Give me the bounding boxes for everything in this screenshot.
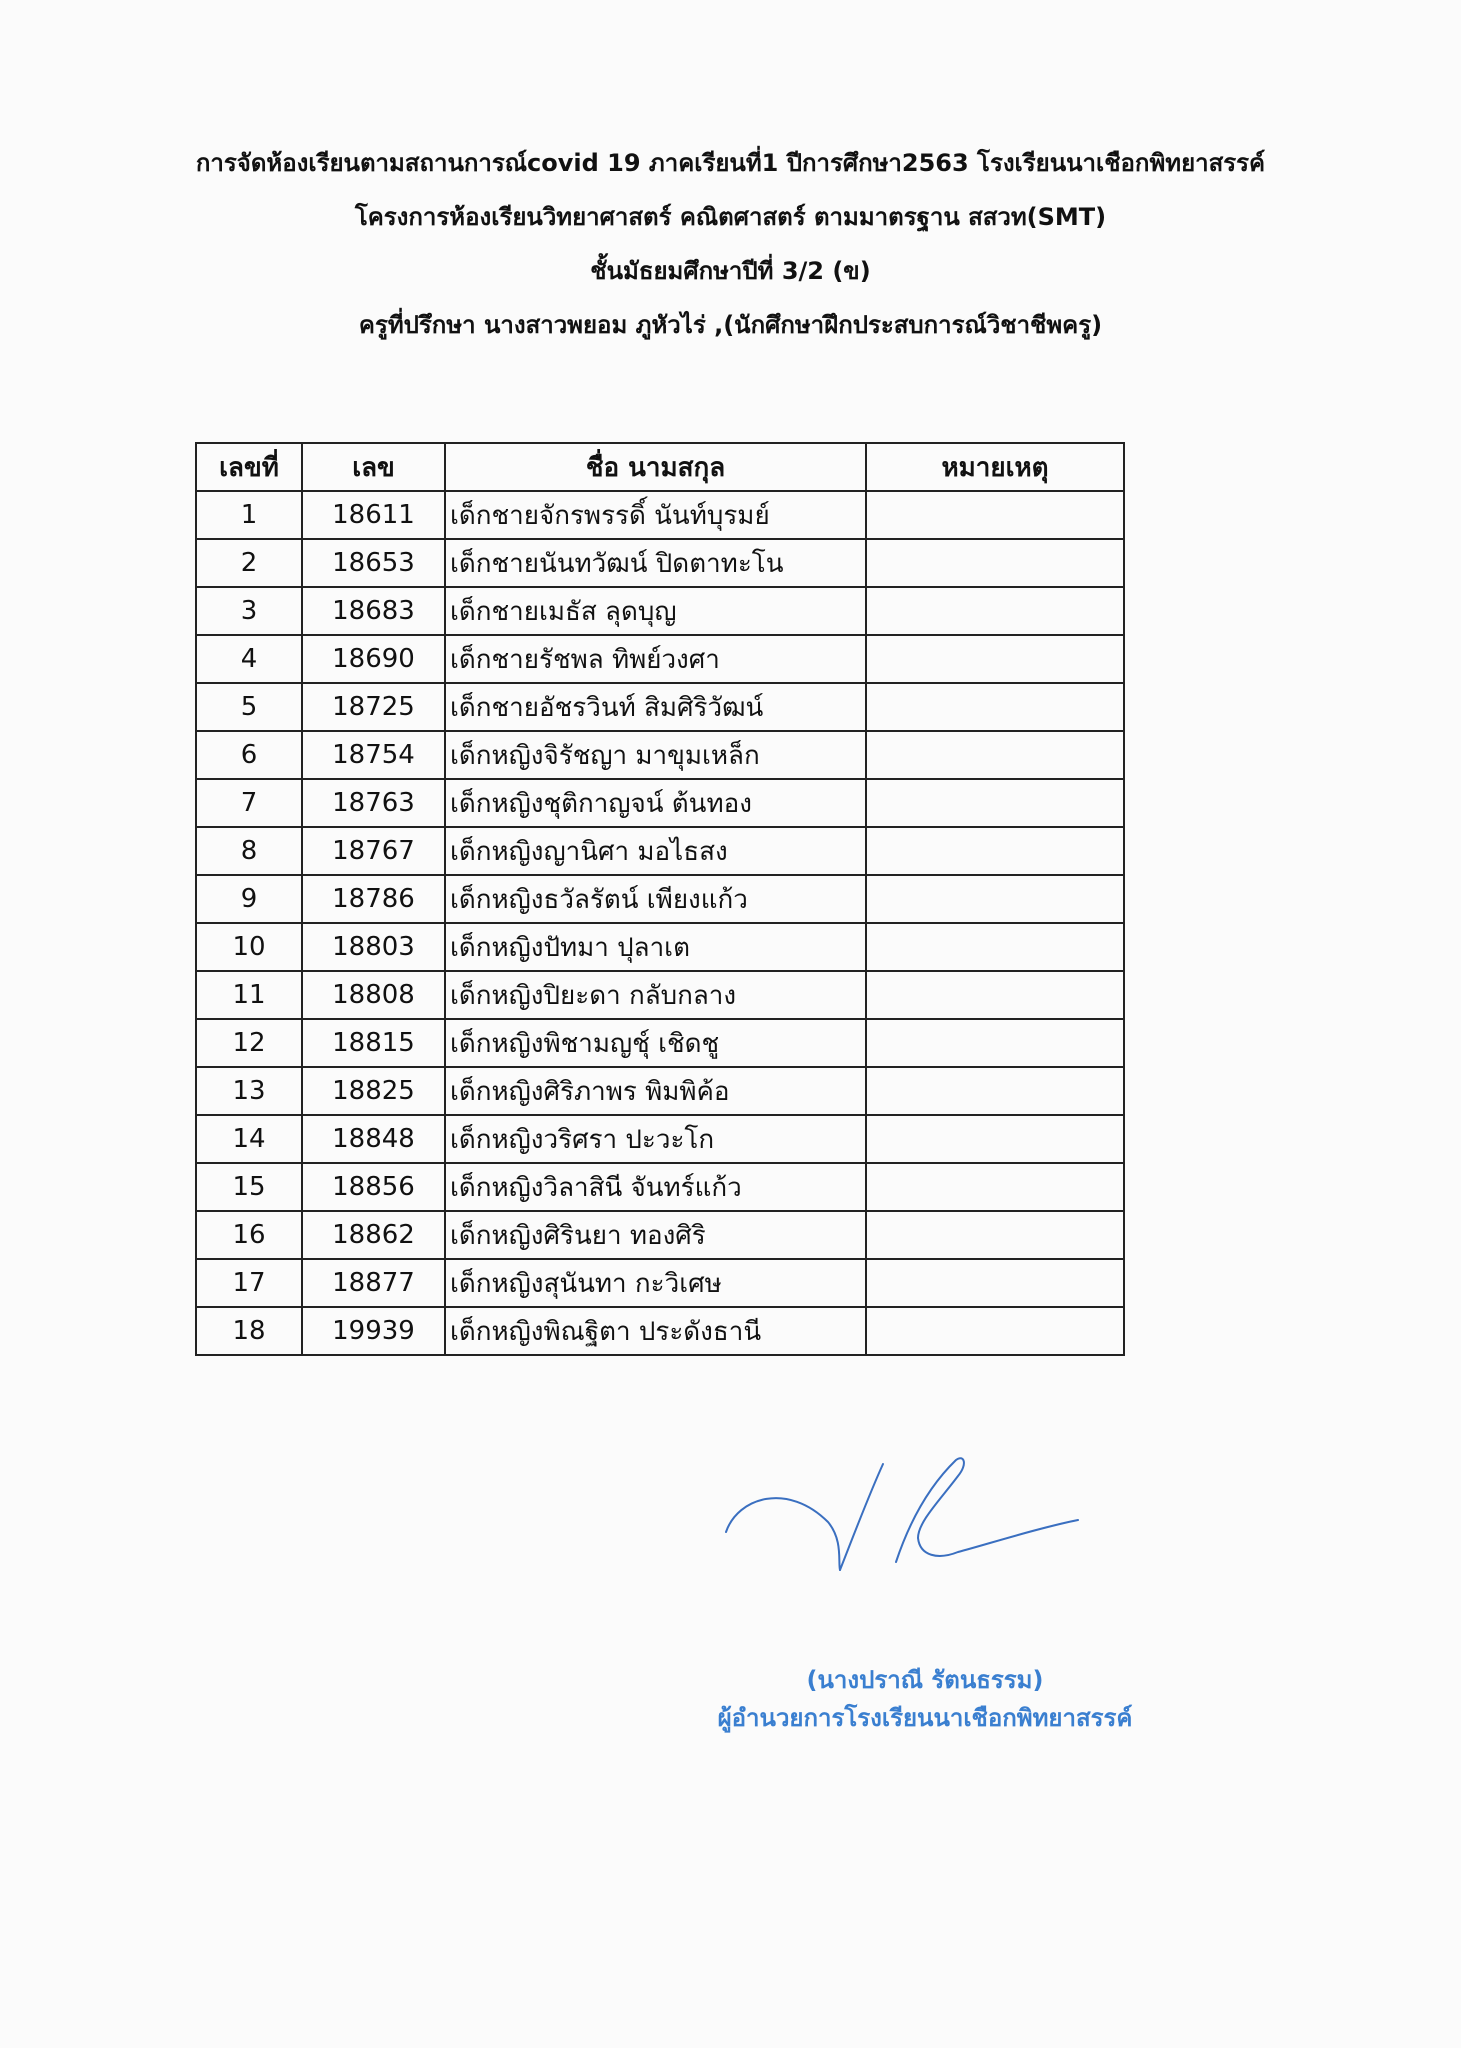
- cell-number: 13: [196, 1067, 302, 1115]
- student-table: [195, 442, 1125, 1356]
- cell-name: เด็กหญิงปัทมา ปุลาเต: [445, 923, 866, 971]
- cell-student-id: 18825: [302, 1067, 445, 1115]
- cell-remark: [866, 875, 1124, 923]
- cell-name: เด็กหญิงศิรินยา ทองศิริ: [445, 1211, 866, 1259]
- cell-name: เด็กชายอัชรวินท์ สิมศิริวัฒน์: [445, 683, 866, 731]
- cell-number: 2: [196, 539, 302, 587]
- cell-name: เด็กหญิงศิริภาพร พิมพิค้อ: [445, 1067, 866, 1115]
- cell-student-id: 18767: [302, 827, 445, 875]
- cell-name: เด็กหญิงวริศรา ปะวะโก: [445, 1115, 866, 1163]
- table-row: [196, 1019, 1124, 1067]
- cell-name: เด็กหญิงสุนันทา กะวิเศษ: [445, 1259, 866, 1307]
- cell-number: 9: [196, 875, 302, 923]
- cell-number: 4: [196, 635, 302, 683]
- cell-remark: [866, 1307, 1124, 1355]
- table-header-row: [196, 443, 1124, 491]
- table-row: [196, 779, 1124, 827]
- table-row: [196, 1115, 1124, 1163]
- cell-name: เด็กชายเมธัส ลุดบุญ: [445, 587, 866, 635]
- cell-number: 5: [196, 683, 302, 731]
- cell-student-id: 18856: [302, 1163, 445, 1211]
- cell-student-id: 18763: [302, 779, 445, 827]
- table-row: [196, 1163, 1124, 1211]
- signer-title: ผู้อำนวยการโรงเรียนนาเชือกพิทยาสรรค์: [717, 1704, 1133, 1732]
- cell-remark: [866, 1019, 1124, 1067]
- table-row: [196, 971, 1124, 1019]
- table-row: [196, 1259, 1124, 1307]
- table-row: [196, 587, 1124, 635]
- cell-name: เด็กชายจักรพรรดิ์ นันท์บุรมย์: [445, 491, 866, 539]
- cell-student-id: 18754: [302, 731, 445, 779]
- cell-remark: [866, 827, 1124, 875]
- cell-number: 3: [196, 587, 302, 635]
- table-row: [196, 683, 1124, 731]
- cell-name: เด็กหญิงจิรัชญา มาขุมเหล็ก: [445, 731, 866, 779]
- cell-remark: [866, 1211, 1124, 1259]
- cell-number: 15: [196, 1163, 302, 1211]
- cell-remark: [866, 587, 1124, 635]
- cell-remark: [866, 1115, 1124, 1163]
- cell-name: เด็กชายรัชพล ทิพย์วงศา: [445, 635, 866, 683]
- cell-remark: [866, 1259, 1124, 1307]
- table-row: [196, 731, 1124, 779]
- header-project: โครงการห้องเรียนวิทยาศาสตร์ คณิตศาสตร์ ตามมาตรฐาน สสวท(SMT): [354, 203, 1107, 231]
- cell-student-id: 19939: [302, 1307, 445, 1355]
- col-header-student-id: เลข: [302, 443, 445, 491]
- cell-number: 14: [196, 1115, 302, 1163]
- header-class: ชั้นมัธยมศึกษาปีที่ 3/2 (ข): [590, 257, 871, 285]
- table-row: [196, 491, 1124, 539]
- cell-number: 8: [196, 827, 302, 875]
- cell-name: เด็กชายนันทวัฒน์ ปิดตาทะโน: [445, 539, 866, 587]
- cell-student-id: 18803: [302, 923, 445, 971]
- cell-number: 11: [196, 971, 302, 1019]
- cell-remark: [866, 683, 1124, 731]
- cell-number: 16: [196, 1211, 302, 1259]
- cell-name: เด็กหญิงธวัลรัตน์ เพียงแก้ว: [445, 875, 866, 923]
- signature: [718, 1452, 1088, 1582]
- table-row: [196, 1211, 1124, 1259]
- col-header-number: เลขที่: [196, 443, 302, 491]
- table-row: [196, 1307, 1124, 1355]
- table-row: [196, 827, 1124, 875]
- cell-student-id: 18815: [302, 1019, 445, 1067]
- table-row: [196, 539, 1124, 587]
- cell-name: เด็กหญิงพิณฐิตา ประดังธานี: [445, 1307, 866, 1355]
- table-row: [196, 1067, 1124, 1115]
- cell-name: เด็กหญิงปิยะดา กลับกลาง: [445, 971, 866, 1019]
- table-body: [196, 491, 1124, 1355]
- cell-number: 18: [196, 1307, 302, 1355]
- cell-remark: [866, 539, 1124, 587]
- cell-student-id: 18725: [302, 683, 445, 731]
- cell-student-id: 18808: [302, 971, 445, 1019]
- cell-name: เด็กหญิงชุติกาญจน์ ต้นทอง: [445, 779, 866, 827]
- col-header-name: ชื่อ นามสกุล: [445, 443, 866, 491]
- cell-remark: [866, 491, 1124, 539]
- cell-number: 7: [196, 779, 302, 827]
- cell-student-id: 18877: [302, 1259, 445, 1307]
- col-header-remark: หมายเหตุ: [866, 443, 1124, 491]
- table-row: [196, 923, 1124, 971]
- cell-number: 10: [196, 923, 302, 971]
- cell-remark: [866, 635, 1124, 683]
- cell-student-id: 18611: [302, 491, 445, 539]
- cell-student-id: 18653: [302, 539, 445, 587]
- cell-remark: [866, 971, 1124, 1019]
- cell-number: 12: [196, 1019, 302, 1067]
- cell-name: เด็กหญิงพิชามญชุ์ เชิดชู: [445, 1019, 866, 1067]
- cell-student-id: 18786: [302, 875, 445, 923]
- cell-student-id: 18690: [302, 635, 445, 683]
- cell-number: 1: [196, 491, 302, 539]
- document-header: [0, 136, 1461, 352]
- cell-student-id: 18683: [302, 587, 445, 635]
- header-advisor: ครูที่ปรึกษา นางสาวพยอม ภูหัวไร่ ,(นักศึกษาฝึกประสบการณ์วิชาชีพครู): [358, 311, 1103, 339]
- header-title: การจัดห้องเรียนตามสถานการณ์covid 19 ภาคเรียนที่1 ปีการศึกษา2563 โรงเรียนนาเชือกพิทยาสรรค์: [195, 149, 1266, 177]
- cell-remark: [866, 1067, 1124, 1115]
- table-row: [196, 875, 1124, 923]
- cell-remark: [866, 923, 1124, 971]
- signer-name: (นางปราณี รัตนธรรม): [806, 1666, 1044, 1694]
- table-row: [196, 635, 1124, 683]
- cell-remark: [866, 779, 1124, 827]
- cell-number: 6: [196, 731, 302, 779]
- cell-student-id: 18862: [302, 1211, 445, 1259]
- cell-name: เด็กหญิงวิลาสินี จันทร์แก้ว: [445, 1163, 866, 1211]
- cell-number: 17: [196, 1259, 302, 1307]
- cell-name: เด็กหญิงญานิศา มอไธสง: [445, 827, 866, 875]
- cell-student-id: 18848: [302, 1115, 445, 1163]
- cell-remark: [866, 731, 1124, 779]
- cell-remark: [866, 1163, 1124, 1211]
